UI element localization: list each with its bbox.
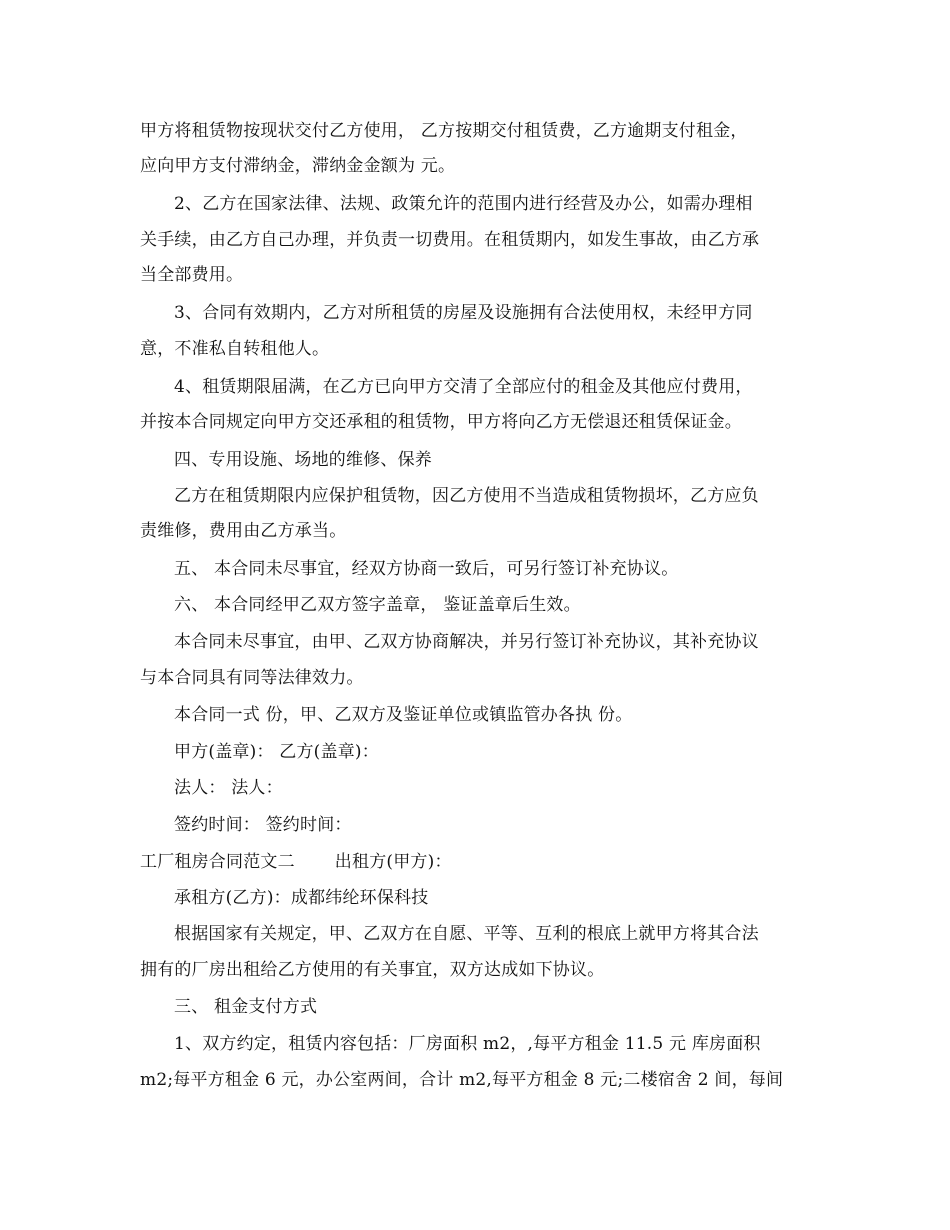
text-line: 1、双方约定，租赁内容包括：厂房面积 m2，,每平方租金 11.5 元 库房面积: [174, 1034, 761, 1054]
text-line: 2、乙方在国家法律、法规、政策允许的范围内进行经营及办公，如需办理相: [174, 194, 753, 214]
section-heading: 六、 本合同经甲乙双方签字盖章， 鉴证盖章后生效。: [174, 595, 581, 615]
text-line: m2;每平方租金 6 元，办公室两间，合计 m2,每平方租金 8 元;二楼宿舍 2 间，每间: [140, 1070, 784, 1090]
section-heading: 五、 本合同未尽事宜，经双方协商一致后，可另行签订补充协议。: [174, 559, 679, 579]
text-line: 意，不准私自转租他人。: [140, 339, 330, 359]
text-line: 本合同未尽事宜，由甲、乙双方协商解决，并另行签订补充协议，其补充协议: [174, 632, 759, 652]
section-heading: 三、 租金支付方式: [174, 997, 318, 1017]
text-line: 责维修，费用由乙方承当。: [140, 521, 347, 541]
text-line: 关手续，由乙方自己办理，并负责一切费用。在租赁期内，如发生事故，由乙方承: [140, 230, 760, 250]
text-line: 并按本合同规定向甲方交还承租的租赁物，甲方将向乙方无偿退还租赁保证金。: [140, 412, 742, 432]
signature-line: 甲方(盖章)： 乙方(盖章)：: [174, 742, 379, 762]
text-line: 本合同一式 份，甲、乙双方及鉴证单位或镇监管办各执 份。: [174, 705, 633, 725]
text-line: 乙方在租赁期限内应保护租赁物，因乙方使用不当造成租赁物损坏，乙方应负: [174, 486, 759, 506]
text-line: 与本合同具有同等法律效力。: [140, 668, 364, 688]
text-line: 应向甲方支付滞纳金，滞纳金金额为 元。: [140, 156, 456, 176]
text-line: 甲方将租赁物按现状交付乙方使用， 乙方按期交付租赁费，乙方逾期支付租金，: [140, 121, 748, 141]
document-title: 工厂租房合同范文二 出租方(甲方)：: [140, 852, 452, 872]
text-line: 4、租赁期限届满，在乙方已向甲方交清了全部应付的租金及其他应付费用，: [174, 377, 753, 397]
text-line: 当全部费用。: [140, 265, 244, 285]
section-heading: 四、专用设施、场地的维修、保养: [174, 450, 432, 470]
text-line: 承租方(乙方)：成都纬纶环保科技: [174, 888, 429, 908]
text-line: 拥有的厂房出租给乙方使用的有关事宜，双方达成如下协议。: [140, 960, 605, 980]
signature-line: 法人： 法人：: [174, 778, 283, 798]
signature-line: 签约时间： 签约时间：: [174, 815, 352, 835]
text-line: 根据国家有关规定，甲、乙双方在自愿、平等、互利的根底上就甲方将其合法: [174, 924, 759, 944]
text-line: 3、合同有效期内，乙方对所租赁的房屋及设施拥有合法使用权，未经甲方同: [174, 303, 753, 323]
